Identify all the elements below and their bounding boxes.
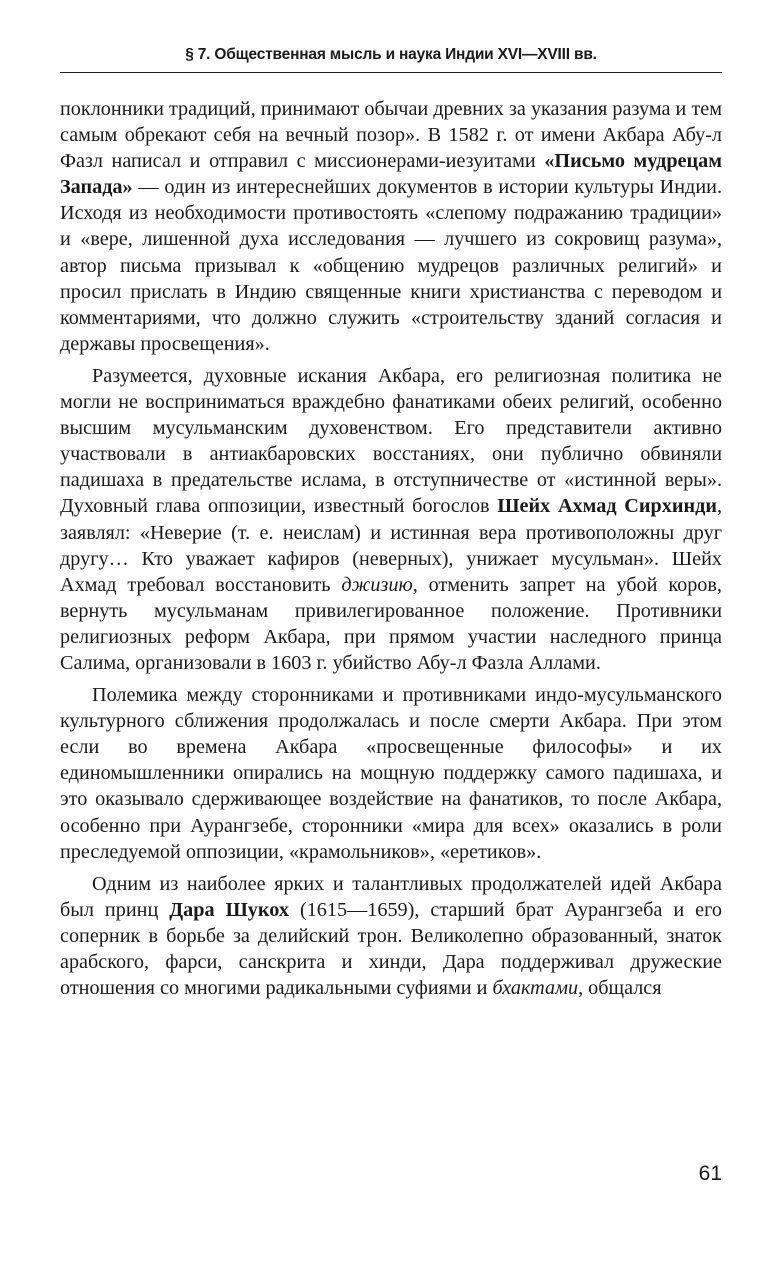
paragraph-3 — [60, 682, 722, 865]
running-header: § 7. Общественная мысль и наука Индии XVI—XVIII вв. — [185, 46, 597, 63]
paragraph-2-text-a: Разумеется, духовные искания Акбара, его религиозная политика не могли не восприниматься враждебно фанатиками обеих религий, особенно высшим мусульманским духовенством. Его представители активно участвовали в антиакбаровских восстаниях, они публично обвиняли падишаха в предательстве ислама, в отступничестве от «истинной веры». Духовный глава оппозиции, известный богослов — [60, 364, 722, 518]
paragraph-4-text-b: (1615—1659), старший брат Аурангзеба и его соперник в борьбе за делийский трон. Великолепно образованный, знаток арабского, фарси, санскрита и хинди, Дара поддерживал дружеские отношения со многими радикальными суфиями и — [60, 898, 722, 1000]
paragraph-1 — [60, 96, 722, 357]
paragraph-3-text: Полемика между сторонниками и противниками индо-мусульманского культурного сближения продолжалась и после смерти Акбара. При этом если во времена Акбара «просвещенные философы» и их единомышленники опирались на мощную поддержку самого падишаха, и это оказывало сдерживающее воздействие на фанатиков, то после Акбара, особенно при Аурангзебе, сторонники «мира для всех» оказались в роли преследуемой оппозиции, «крамольников», «еретиков». — [60, 684, 722, 863]
body-text — [60, 96, 722, 1007]
term-bhakti: бхактами — [492, 977, 579, 1000]
paragraph-1-text-a: поклонники традиций, принимают обычаи древних за указания разума и тем самым обрекают себя на вечный позор». В 1582 г. от имени Акбара Абу-л Фазл написал и отправил с миссионерами-иезуитами — [60, 98, 722, 173]
paragraph-1-text-b: — один из интереснейших документов в истории культуры Индии. Исходя из необходимости противостоять «слепому подражанию традиции» и «вере, лишенной духа исследования — лучшего из сокровищ разума», автор письма призывал к «общению мудрецов различных религий» и просил прислать в Индию священные книги христианства с переводом и комментариями, что должно служить «строительству зданий согласия и державы просвещения». — [60, 176, 722, 355]
paragraph-2-text-b: , заявлял: «Неверие (т. е. неислам) и истинная вера противоположны друг другу… Кто уважает кафиров (неверных), унижает мусульман». Шейх Ахмад требовал восстановить — [60, 495, 722, 596]
paragraph-4 — [60, 871, 722, 1001]
paragraph-2-text-c: , отменить запрет на убой коров, вернуть мусульманам привилегированное положение. Противники религиозных реформ Акбара, при прямом участии наследного принца Салима, организовали в 1603 г. убийство Абу-л Фазла Аллами. — [60, 573, 722, 674]
page-number: 61 — [698, 1162, 722, 1185]
letter-title: «Письмо мудрецам Запада» — [60, 150, 722, 199]
term-jizya: джизию — [341, 573, 413, 596]
paragraph-2 — [60, 363, 722, 676]
paragraph-4-text-c: , общался — [578, 977, 662, 1000]
term-sirhindi: Шейх Ахмад Сирхинди — [497, 495, 717, 518]
header-rule — [60, 72, 722, 73]
term-dara-shukoh: Дара Шукох — [169, 898, 289, 921]
paragraph-4-text-a: Одним из наиболее ярких и талантливых продолжателей идей Акбара был принц — [60, 872, 722, 921]
